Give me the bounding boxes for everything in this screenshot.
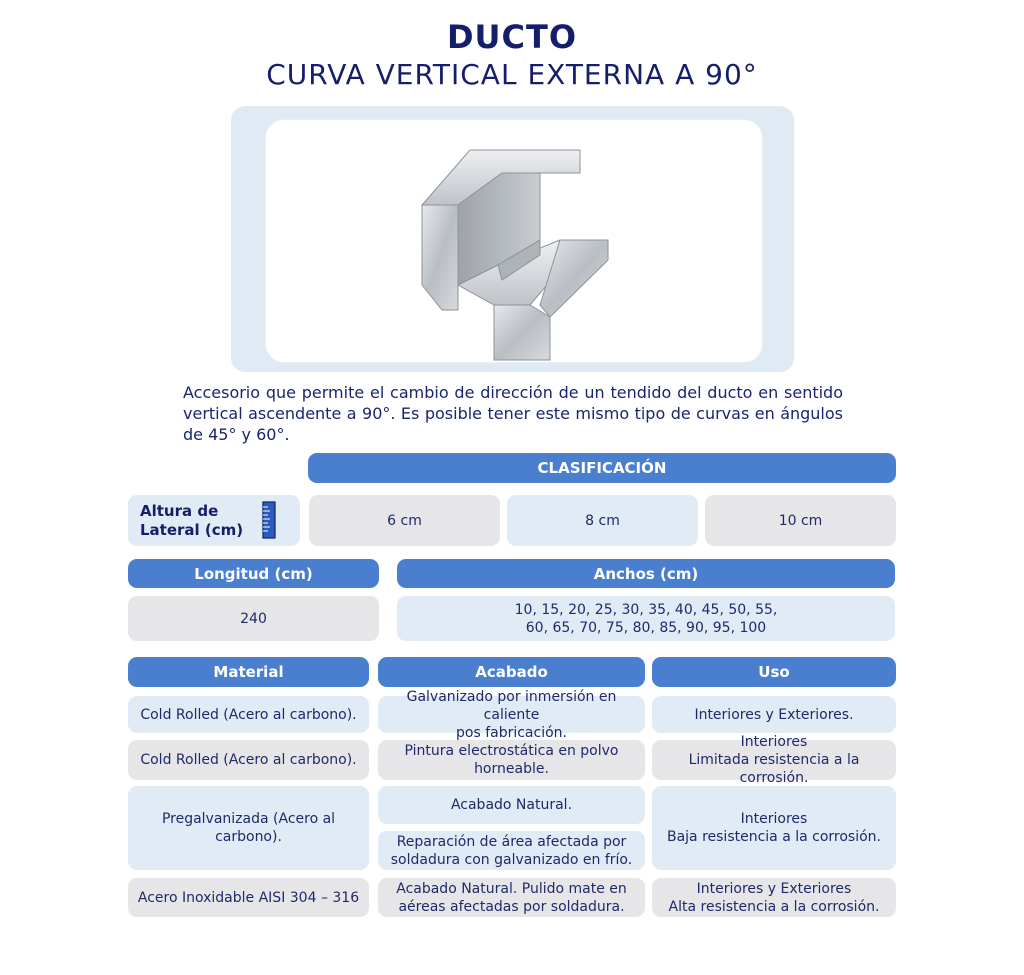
- material-cell: Pregalvanizada (Acero al carbono).: [128, 786, 369, 870]
- altura-lateral-label: Altura de Lateral (cm): [140, 502, 244, 539]
- anchos-value: [397, 596, 895, 641]
- uso-line: Interiores: [740, 811, 808, 827]
- acabado-cell: Acabado Natural.: [378, 786, 645, 824]
- anchos-line-2: 60, 65, 70, 75, 80, 85, 90, 95, 100: [525, 619, 767, 636]
- longitud-value: 240: [128, 596, 379, 641]
- ruler-icon: [262, 501, 276, 539]
- uso-line: Interiores y Exteriores: [696, 880, 852, 897]
- acabado-cell: [378, 740, 645, 780]
- uso-cell: [652, 878, 896, 917]
- material-cell: Acero Inoxidable AISI 304 – 316: [128, 878, 369, 917]
- uso-line: Limitada resistencia a la corrosión.: [688, 752, 860, 786]
- uso-cell: Interiores y Exteriores.: [652, 696, 896, 733]
- material-cell: Cold Rolled (Acero al carbono).: [128, 696, 369, 733]
- acabado-cell: [378, 688, 645, 741]
- acabado-line: horneable.: [474, 761, 549, 777]
- duct-elbow-illustration: [410, 145, 610, 365]
- acabado-line: aéreas afectadas por soldadura.: [398, 898, 625, 915]
- uso-cell: [652, 734, 896, 786]
- altura-8cm: 8 cm: [507, 495, 698, 546]
- uso-line: Alta resistencia a la corrosión.: [668, 898, 880, 915]
- altura-10cm: 10 cm: [705, 495, 896, 546]
- anchos-header: Anchos (cm): [397, 559, 895, 588]
- uso-line: Baja resistencia a la corrosión.: [666, 829, 882, 845]
- page-title: DUCTO: [446, 18, 578, 56]
- uso-header: Uso: [652, 657, 896, 687]
- anchos-line-1: 10, 15, 20, 25, 30, 35, 40, 45, 50, 55,: [514, 601, 778, 618]
- acabado-cell: [378, 831, 645, 870]
- longitud-header: Longitud (cm): [128, 559, 379, 588]
- acabado-header: Acabado: [378, 657, 645, 687]
- clasificacion-header: CLASIFICACIÓN: [308, 453, 896, 483]
- material-cell: Cold Rolled (Acero al carbono).: [128, 740, 369, 780]
- altura-6cm: 6 cm: [309, 495, 500, 546]
- page-subtitle: CURVA VERTICAL EXTERNA A 90°: [266, 58, 758, 91]
- description-text: Accesorio que permite el cambio de dirección de un tendido del ducto en sentido vertical ascendente a 90°. Es posible tener este mismo tipo de curvas en ángulos de 45° y 60°.: [183, 383, 843, 444]
- acabado-line: Acabado Natural. Pulido mate en: [396, 880, 627, 897]
- acabado-cell: [378, 878, 645, 917]
- uso-line: Interiores: [740, 734, 808, 750]
- acabado-line: Pintura electrostática en polvo: [404, 743, 619, 759]
- acabado-line: Reparación de área afectada por: [396, 833, 627, 850]
- uso-cell: [652, 786, 896, 870]
- acabado-line: Galvanizado por inmersión en caliente: [406, 688, 617, 723]
- acabado-line: soldadura con galvanizado en frío.: [390, 851, 633, 868]
- material-header: Material: [128, 657, 369, 687]
- acabado-line: pos fabricación.: [456, 724, 567, 741]
